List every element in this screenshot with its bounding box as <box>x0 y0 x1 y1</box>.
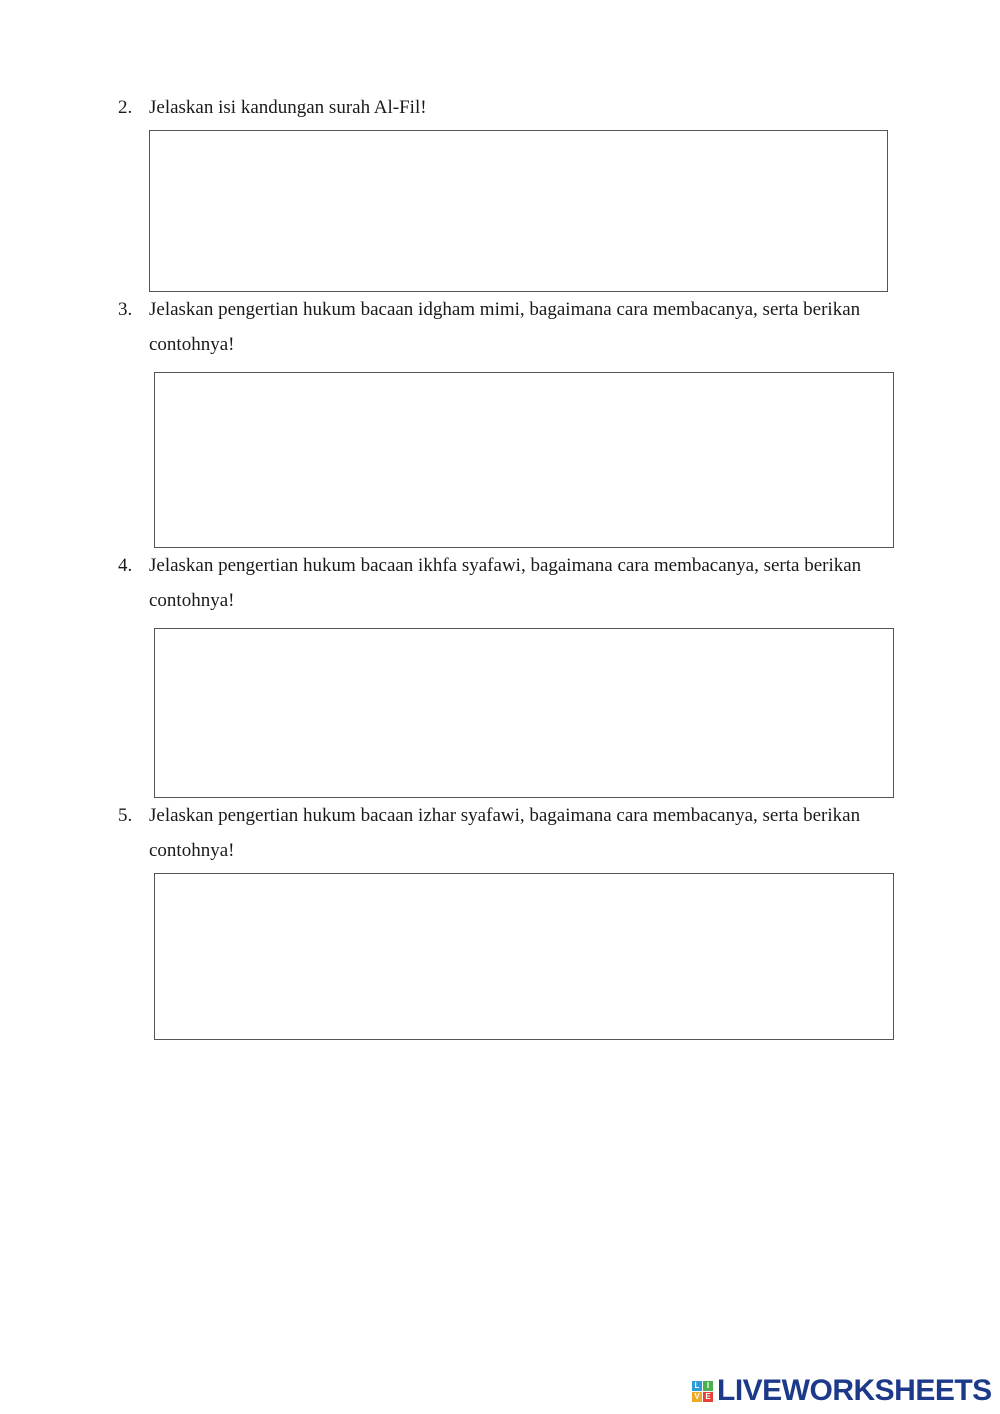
logo-mark-icon <box>692 1381 713 1402</box>
question-text: Jelaskan pengertian hukum bacaan izhar syafawi, bagaimana cara membacanya, serta berikan contohnya! <box>149 805 861 861</box>
logo-text: LIVEWORKSHEETS <box>717 1374 992 1407</box>
logo-letter: I <box>703 1381 713 1391</box>
question-text: Jelaskan pengertian hukum bacaan ikhfa syafawi, bagaimana cara membacanya, serta berikan contohnya! <box>149 555 862 611</box>
logo-letter: L <box>692 1381 702 1391</box>
liveworksheets-logo <box>692 1374 992 1408</box>
question-text: Jelaskan isi kandungan surah Al-Fil! <box>149 97 427 118</box>
question-text: Jelaskan pengertian hukum bacaan idgham mimi, bagaimana cara membacanya, serta berikan contohnya! <box>149 299 861 355</box>
question-number: 4. <box>118 555 133 576</box>
logo-letter: E <box>703 1392 713 1402</box>
answer-box-4[interactable] <box>154 628 894 798</box>
answer-box-2[interactable] <box>149 130 888 292</box>
answer-box-3[interactable] <box>154 372 894 548</box>
logo-letter: V <box>692 1392 702 1402</box>
question-number: 5. <box>118 805 133 826</box>
question-number: 2. <box>118 97 133 118</box>
question-number: 3. <box>118 299 133 320</box>
answer-box-5[interactable] <box>154 873 894 1040</box>
